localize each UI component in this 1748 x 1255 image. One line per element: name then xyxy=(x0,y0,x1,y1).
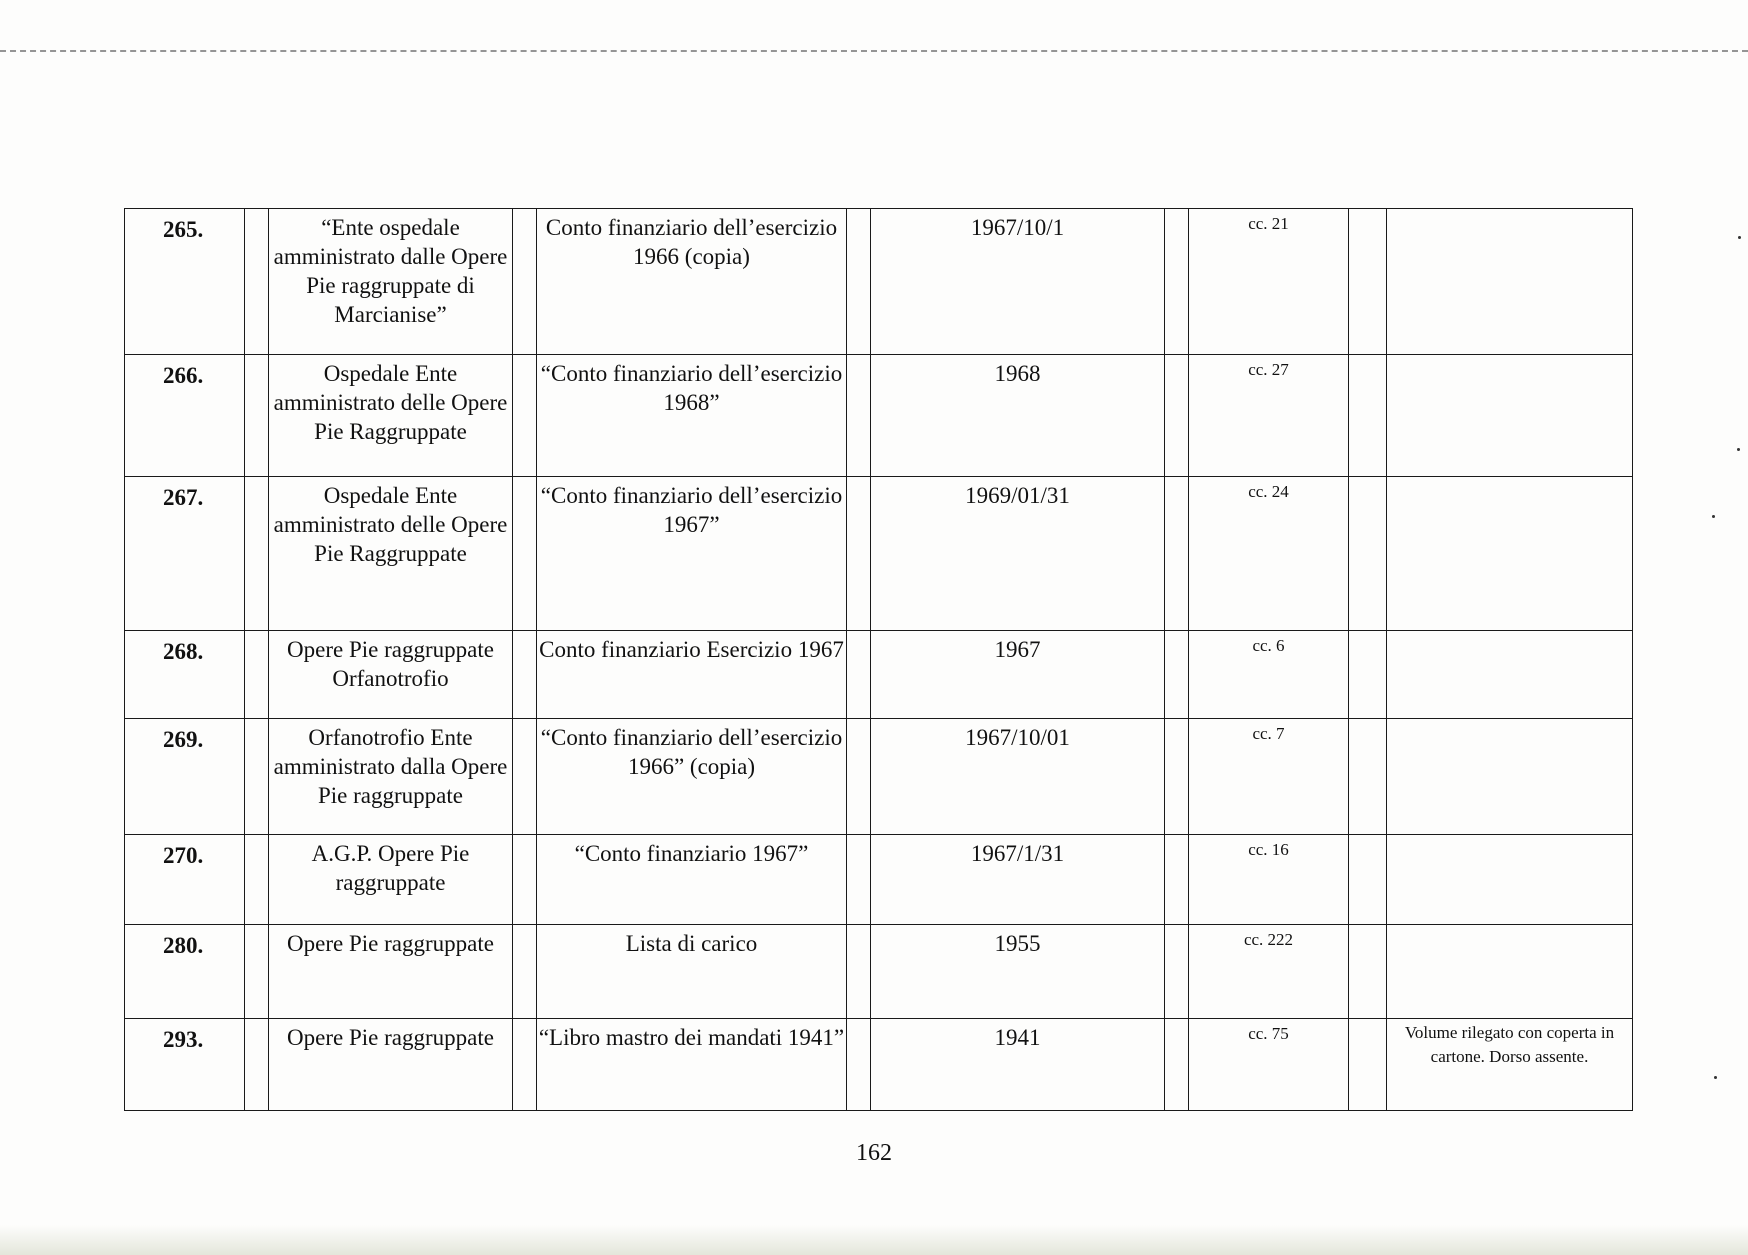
scan-speck xyxy=(1712,515,1715,518)
title-cell: Conto finanziario dell’esercizio 1966 (copia) xyxy=(537,209,847,355)
title-cell: Conto finanziario Esercizio 1967 xyxy=(537,631,847,719)
notes-cell xyxy=(1387,925,1633,1019)
page-number: 162 xyxy=(856,1140,892,1166)
row-number: 268. xyxy=(125,631,245,719)
extent-cell: cc. 24 xyxy=(1189,477,1349,631)
notes-cell: Volume rilegato con coperta in cartone. Dorso assente. xyxy=(1387,1019,1633,1111)
notes-cell xyxy=(1387,719,1633,835)
date-cell: 1967/10/01 xyxy=(871,719,1165,835)
title-cell: “Conto finanziario dell’esercizio 1967” xyxy=(537,477,847,631)
title-cell: “Conto finanziario 1967” xyxy=(537,835,847,925)
extent-cell: cc. 21 xyxy=(1189,209,1349,355)
entity-cell: “Ente ospedale amministrato dalle Opere Pie raggruppate di Marcianise” xyxy=(269,209,513,355)
extent-cell: cc. 222 xyxy=(1189,925,1349,1019)
scan-dashed-line xyxy=(0,50,1748,52)
row-number: 270. xyxy=(125,835,245,925)
extent-cell: cc. 27 xyxy=(1189,355,1349,477)
scan-speck xyxy=(1737,448,1740,451)
extent-cell: cc. 7 xyxy=(1189,719,1349,835)
entity-cell: Ospedale Ente amministrato delle Opere Pie Raggruppate xyxy=(269,355,513,477)
table-row xyxy=(125,209,1633,355)
notes-cell xyxy=(1387,209,1633,355)
notes-cell xyxy=(1387,631,1633,719)
date-cell: 1967 xyxy=(871,631,1165,719)
notes-cell xyxy=(1387,835,1633,925)
date-cell: 1968 xyxy=(871,355,1165,477)
entity-cell: Opere Pie raggruppate xyxy=(269,925,513,1019)
scan-edge-shade xyxy=(0,1225,1748,1255)
table-row xyxy=(125,835,1633,925)
entity-cell: Opere Pie raggruppate Orfanotrofio xyxy=(269,631,513,719)
notes-cell xyxy=(1387,477,1633,631)
date-cell: 1941 xyxy=(871,1019,1165,1111)
row-number: 267. xyxy=(125,477,245,631)
title-cell: “Libro mastro dei mandati 1941” xyxy=(537,1019,847,1111)
row-number: 293. xyxy=(125,1019,245,1111)
notes-cell xyxy=(1387,355,1633,477)
date-cell: 1967/10/1 xyxy=(871,209,1165,355)
title-cell: Lista di carico xyxy=(537,925,847,1019)
title-cell: “Conto finanziario dell’esercizio 1966” (copia) xyxy=(537,719,847,835)
entity-cell: Ospedale Ente amministrato delle Opere Pie Raggruppate xyxy=(269,477,513,631)
table-row xyxy=(125,631,1633,719)
title-cell: “Conto finanziario dell’esercizio 1968” xyxy=(537,355,847,477)
table-row xyxy=(125,719,1633,835)
table-row xyxy=(125,925,1633,1019)
inventory-table xyxy=(124,208,1633,1111)
date-cell: 1955 xyxy=(871,925,1165,1019)
date-cell: 1967/1/31 xyxy=(871,835,1165,925)
row-number: 266. xyxy=(125,355,245,477)
table-row xyxy=(125,1019,1633,1111)
scan-speck xyxy=(1738,236,1741,239)
entity-cell: Orfanotrofio Ente amministrato dalla Opere Pie raggruppate xyxy=(269,719,513,835)
row-number: 269. xyxy=(125,719,245,835)
row-number: 265. xyxy=(125,209,245,355)
scan-speck xyxy=(1714,1076,1717,1079)
entity-cell: A.G.P. Opere Pie raggruppate xyxy=(269,835,513,925)
extent-cell: cc. 75 xyxy=(1189,1019,1349,1111)
date-cell: 1969/01/31 xyxy=(871,477,1165,631)
table-row xyxy=(125,477,1633,631)
extent-cell: cc. 16 xyxy=(1189,835,1349,925)
extent-cell: cc. 6 xyxy=(1189,631,1349,719)
entity-cell: Opere Pie raggruppate xyxy=(269,1019,513,1111)
row-number: 280. xyxy=(125,925,245,1019)
table-row xyxy=(125,355,1633,477)
